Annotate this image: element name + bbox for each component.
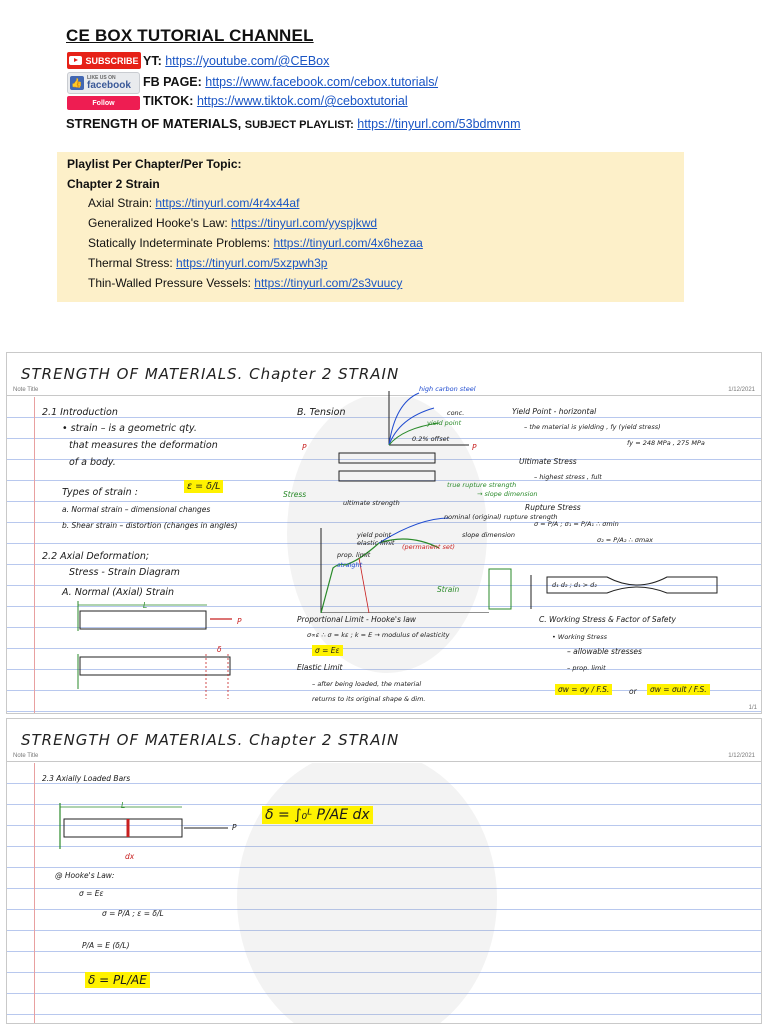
playlist-item-label: Statically Indeterminate Problems:: [88, 236, 271, 250]
shear-strain: b. Shear strain – distortion (changes in angles): [62, 521, 238, 530]
strain-formula: ε = δ/L: [184, 481, 223, 492]
intro-line: • strain – is a geometric qty.: [62, 423, 197, 434]
length-label: L: [121, 801, 126, 810]
conc-label: conc.: [447, 409, 465, 417]
playlist-item-label: Generalized Hooke's Law:: [88, 216, 228, 230]
yield-point-heading: Yield Point - horizontal: [512, 407, 597, 416]
intro-line: of a body.: [69, 457, 116, 468]
playlist-item-link[interactable]: https://tinyurl.com/4x6hezaa: [273, 236, 423, 250]
playlist-item: [88, 256, 327, 270]
tiktok-follow-badge[interactable]: [67, 96, 140, 110]
tiktok-row: [143, 94, 408, 108]
facebook-like-badge[interactable]: [67, 72, 140, 94]
permanent-set-label: (permanent set): [402, 543, 455, 551]
yield-point-curve: yield point: [357, 531, 392, 539]
som-label: STRENGTH OF MATERIALS,: [66, 116, 242, 131]
fb-row: [143, 75, 438, 89]
note-title: STRENGTH OF MATERIALS. Chapter 2 STRAIN: [21, 731, 400, 749]
p-over-a-equation: P/A = E (δ/L): [82, 941, 130, 950]
yt-label: YT:: [143, 54, 162, 68]
chapter-heading: Chapter 2 Strain: [67, 177, 160, 191]
slope-dimension: → slope dimension: [477, 490, 538, 498]
necking-bar-sketch: [487, 565, 747, 615]
working-stress-bullet: • Working Stress: [552, 633, 607, 641]
playlist-item-label: Axial Strain:: [88, 196, 153, 210]
playlist-heading: Playlist Per Chapter/Per Topic:: [67, 157, 242, 171]
length-label: L: [143, 601, 148, 610]
note-title: STRENGTH OF MATERIALS. Chapter 2 STRAIN: [21, 365, 400, 383]
axially-loaded-bar-sketch: [42, 799, 252, 879]
offset-label: 0.2% offset: [412, 435, 450, 443]
cebox-watermark-logo: [237, 749, 497, 1024]
elastic-limit-heading: Elastic Limit: [297, 663, 343, 672]
sigma-e-eps: σ = Eε: [79, 889, 104, 898]
high-carbon-label: high carbon steel: [419, 385, 476, 393]
playlist-item-link[interactable]: https://tinyurl.com/4r4x44af: [155, 196, 300, 210]
like-us-label: LIKE US ON: [87, 74, 116, 81]
axially-loaded-heading: 2.3 Axially Loaded Bars: [42, 774, 131, 783]
rupture-formula: σ₂ = P/A₂ ∴ σmax: [597, 536, 654, 544]
youtube-play-icon: [69, 56, 82, 65]
facebook-label: facebook: [87, 79, 131, 91]
or-label: or: [629, 687, 637, 696]
rupture-formula: σ = P/A ; σ₁ = P/A₁ ∴ σmin: [534, 520, 619, 528]
d-comparison: d₁ d₂ ; d₁ > d₂: [552, 581, 597, 589]
load-label-left: P: [302, 443, 307, 452]
stress-axis: Stress: [283, 490, 307, 499]
subscribe-label: SUBSCRIBE: [85, 55, 139, 66]
note-date: 1/12/2021: [728, 387, 755, 393]
delta-label: δ: [217, 645, 222, 654]
intro-heading: 2.1 Introduction: [42, 407, 118, 418]
straight-label: straight: [337, 561, 363, 569]
yt-row: [143, 54, 329, 68]
ultimate-desc: – highest stress , fult: [534, 473, 602, 481]
page-number: 1/1: [748, 705, 757, 711]
true-rupture-label: true rupture strength: [447, 481, 517, 489]
playlist-item: [88, 216, 377, 230]
ssd-heading: Stress - Strain Diagram: [69, 567, 180, 578]
note-page-2: [6, 718, 762, 1024]
som-row: [66, 116, 521, 131]
playlist-item-link[interactable]: https://tinyurl.com/yyspjkwd: [231, 216, 378, 230]
prop-limit-heading: Proportional Limit - Hooke's law: [297, 615, 417, 624]
working-stress-heading: C. Working Stress & Factor of Safety: [539, 615, 676, 624]
playlist-item-link[interactable]: https://tinyurl.com/5xzpwh3p: [176, 256, 328, 270]
playlist-item-link[interactable]: https://tinyurl.com/2s3vuucy: [254, 276, 403, 290]
playlist-box: [57, 152, 684, 302]
yield-desc: – the material is yielding , fy (yield stress): [524, 423, 661, 431]
deformation-integral: δ = ∫₀ᴸ P/AE dx: [262, 807, 373, 823]
axial-deformation: 2.2 Axial Deformation;: [42, 551, 150, 562]
nominal-rupture-label: nominal (original) rupture strength: [444, 513, 558, 521]
working-stress-formula-2: σw = σult / F.S.: [647, 685, 710, 694]
som-playlist-link[interactable]: https://tinyurl.com/53bdmvnm: [357, 117, 521, 131]
elastic-desc: returns to its original shape & dim.: [312, 695, 426, 703]
thumbs-up-icon: 👍: [71, 78, 83, 88]
hookes-law-heading: @ Hooke's Law:: [55, 871, 115, 880]
tiktok-link[interactable]: https://www.tiktok.com/@ceboxtutorial: [196, 94, 408, 108]
som-sub-label: SUBJECT PLAYLIST:: [244, 119, 354, 131]
prop-limit-curve: prop. limit: [337, 551, 371, 559]
intro-line: that measures the deformation: [69, 440, 218, 451]
axial-bar-sketch: [62, 599, 252, 709]
note-date: 1/12/2021: [728, 753, 755, 759]
types-of-strain: Types of strain :: [62, 487, 138, 498]
ultimate-stress-heading: Ultimate Stress: [519, 457, 577, 466]
youtube-subscribe-badge[interactable]: [67, 52, 141, 69]
note-subtitle: Note Title: [13, 753, 39, 759]
hooke-relation: σ∝ε ∴ σ = kε ; k = E → modulus of elasticity: [307, 631, 450, 639]
load-label: P: [232, 823, 237, 832]
fb-link[interactable]: https://www.facebook.com/cebox.tutorials/: [205, 75, 439, 89]
playlist-item: [88, 196, 299, 210]
fy-values: fy = 248 MPa , 275 MPa: [627, 439, 705, 447]
load-label-right: P: [472, 443, 477, 452]
yt-link[interactable]: https://youtube.com/@CEBox: [165, 54, 330, 68]
load-label: P: [237, 617, 242, 626]
prop-limit-2: – prop. limit: [567, 664, 606, 672]
stress-strain-diagram: [299, 383, 509, 613]
yield-point-small: yield point: [427, 419, 462, 427]
ultimate-strength-label: ultimate strength: [343, 499, 400, 507]
tension-heading: B. Tension: [297, 407, 346, 418]
note-subtitle: Note Title: [13, 387, 39, 393]
stress-strain-defs: σ = P/A ; ε = δ/L: [102, 909, 164, 918]
rupture-stress-heading: Rupture Stress: [525, 503, 581, 512]
playlist-item: [88, 236, 423, 250]
playlist-item: [88, 276, 402, 290]
normal-axial-heading: A. Normal (Axial) Strain: [62, 587, 175, 598]
sigma-e-eps: σ = Eε: [312, 646, 343, 655]
final-deformation-formula: δ = PL/AE: [85, 973, 150, 987]
follow-label: Follow: [92, 99, 115, 107]
elastic-desc: – after being loaded, the material: [312, 680, 422, 688]
dx-label: dx: [125, 852, 135, 861]
allowable-stresses: – allowable stresses: [567, 647, 642, 656]
fb-label: FB PAGE:: [143, 75, 202, 89]
slope-dimension-2: slope dimension: [462, 531, 516, 539]
playlist-item-label: Thin-Walled Pressure Vessels:: [88, 276, 251, 290]
tiktok-label: TIKTOK:: [143, 94, 194, 108]
playlist-item-label: Thermal Stress:: [88, 256, 173, 270]
working-stress-formula-1: σw = σy / F.S.: [555, 685, 612, 694]
strain-axis: Strain: [437, 585, 460, 594]
note-page-1: [6, 352, 762, 714]
normal-strain: a. Normal strain – dimensional changes: [62, 505, 211, 514]
elastic-limit-curve: elastic limit: [357, 539, 395, 547]
channel-title: CE BOX TUTORIAL CHANNEL: [66, 26, 314, 45]
